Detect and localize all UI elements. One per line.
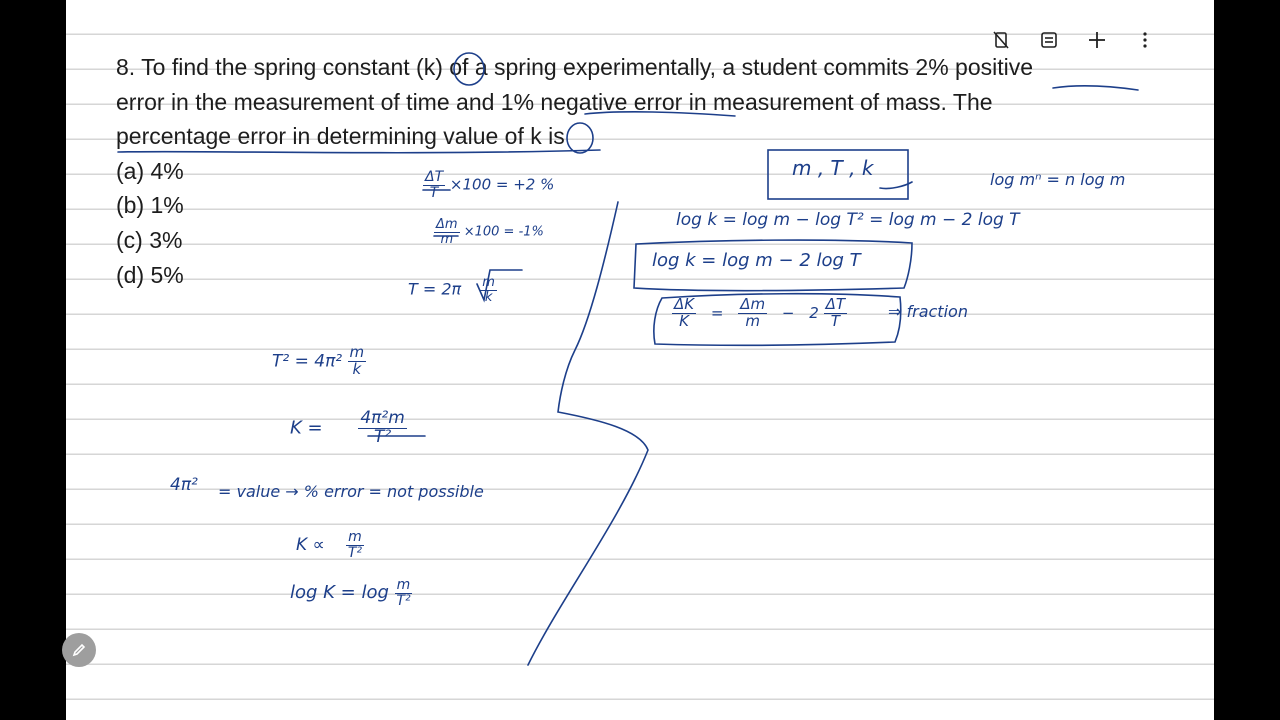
- option-c: (c) 3%: [116, 226, 183, 253]
- note-value-not-possible: = value → % error = not possible: [218, 482, 484, 501]
- question-line-3: percentage error in determining value of k is: [116, 123, 565, 150]
- option-d: (d) 5%: [116, 261, 184, 288]
- question-line-1: 8. To find the spring constant (k) of a spring experimentally, a student commits 2% positive: [116, 54, 1034, 80]
- note-log-k: log K = log $\frac{m}{\text{T²}}$: [290, 577, 411, 609]
- note-delta-m: $\frac{\Delta m}{m}$ ×100 = -1%: [436, 217, 544, 247]
- question-line-2: error in the measurement of time and 1% negative error in measurement of mass. The: [116, 88, 993, 115]
- notebook-page[interactable]: [66, 0, 1214, 720]
- note-k-proportional: K ∝ $\frac{m}{\text{T²}}$: [296, 529, 363, 561]
- note-m-t-k: m , T , k: [792, 156, 874, 180]
- note-constant: 4π²: [170, 475, 198, 495]
- pen-tool-button[interactable]: [62, 633, 96, 667]
- option-b: (b) 1%: [116, 192, 184, 219]
- pencil-icon: [71, 642, 87, 658]
- note-delta-t: $\frac{\Delta T}{T}$ ×100 = +2 %: [425, 169, 555, 201]
- note-k-formula: K = $\frac{\text{4π²m}}{\text{T²}}$: [290, 408, 405, 447]
- note-log-expand: log k = log m − log T² = log m − 2 log T: [676, 210, 1020, 230]
- note-log-rule: log mⁿ = n log m: [990, 170, 1126, 189]
- note-period-formula: T = 2π $\frac{m}{k}$: [408, 275, 495, 305]
- option-a: (a) 4%: [116, 157, 184, 184]
- note-log-box: log k = log m − 2 log T: [652, 250, 861, 271]
- note-t-squared: T² = 4π² $\frac{m}{k}$: [272, 343, 365, 378]
- note-fraction-label: ⇒ fraction: [888, 302, 968, 321]
- note-fraction-eq: $\frac{\Delta K}{K}$ = $\frac{\Delta m}{m}$ − 2 $\frac{\Delta T}{T}$: [674, 295, 846, 330]
